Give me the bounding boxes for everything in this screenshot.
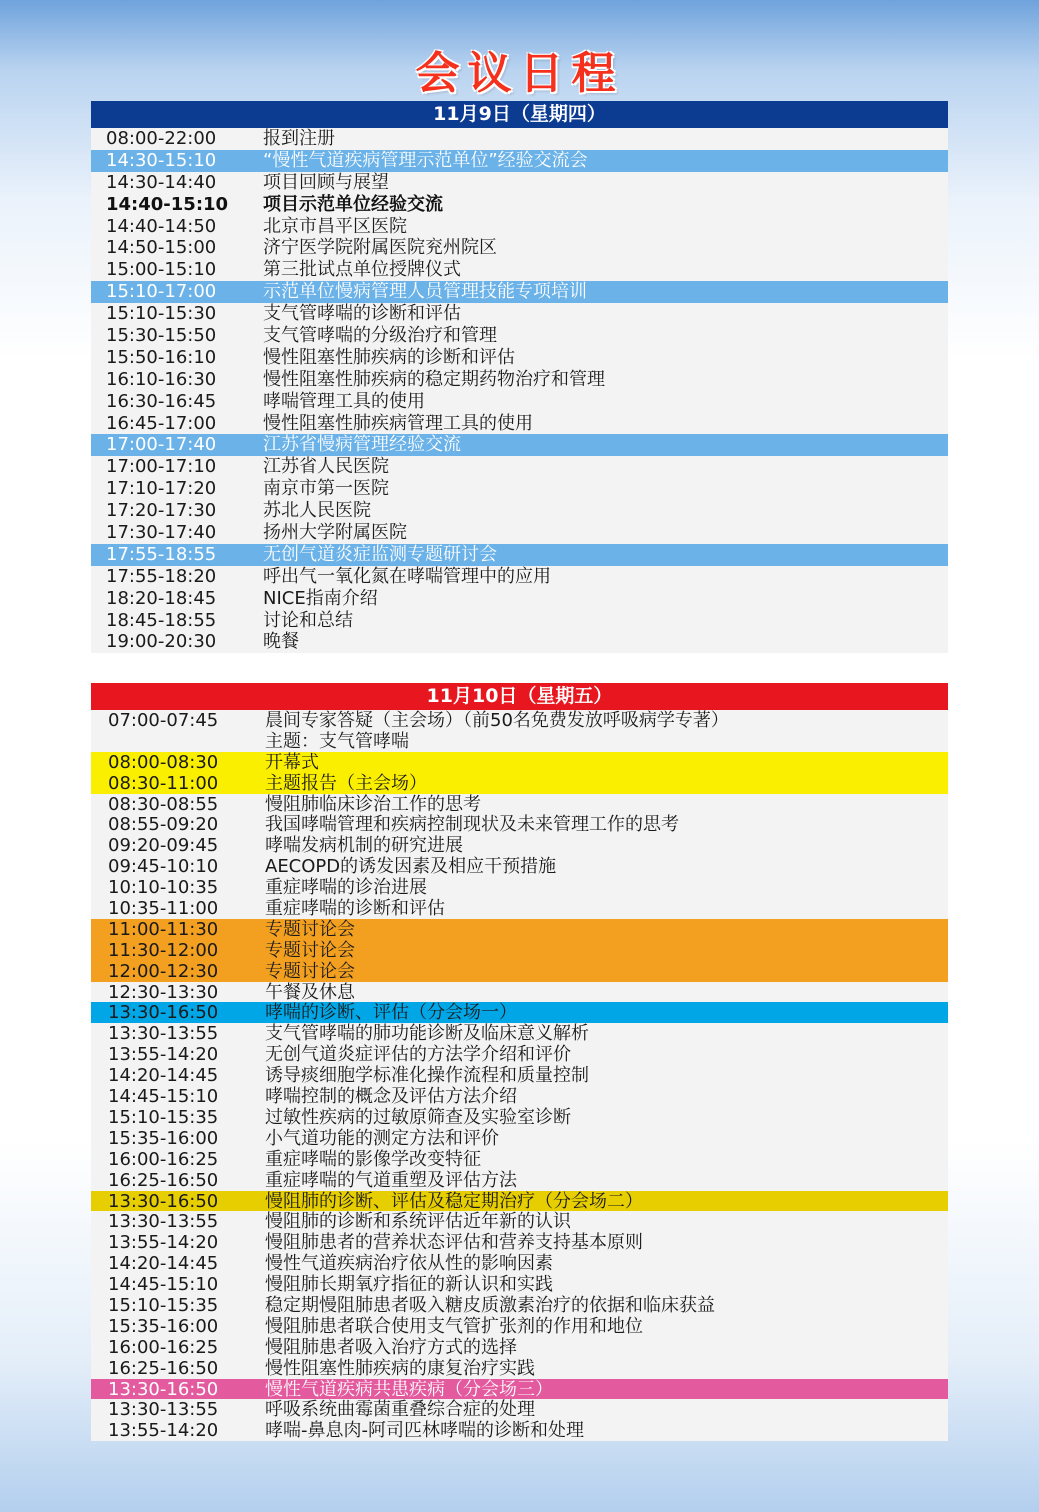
schedule-time: 14:30-15:10 xyxy=(106,149,217,171)
schedule-row xyxy=(91,1399,948,1420)
schedule-row xyxy=(91,1107,948,1128)
schedule-row xyxy=(91,1253,948,1274)
schedule-row xyxy=(91,237,948,259)
schedule-row xyxy=(91,1023,948,1044)
schedule-row xyxy=(91,1316,948,1337)
schedule-item: 哮喘-鼻息肉-阿司匹林哮喘的诊断和处理 xyxy=(265,1420,584,1442)
schedule-time: 14:30-14:40 xyxy=(106,171,217,193)
schedule-item: 苏北人民医院 xyxy=(263,500,371,522)
schedule-row xyxy=(91,566,948,588)
schedule-item: 慢阻肺的诊断和系统评估近年新的认识 xyxy=(265,1211,571,1233)
schedule-row xyxy=(91,369,948,391)
schedule-time: 07:00-07:45 xyxy=(108,710,219,731)
session-header-row xyxy=(91,281,948,303)
schedule-time: 14:45-15:10 xyxy=(108,1086,219,1108)
schedule-row xyxy=(91,1128,948,1149)
schedule-item: 呼吸系统曲霉菌重叠综合症的处理 xyxy=(265,1399,535,1421)
schedule-time: 10:35-11:00 xyxy=(108,898,219,920)
schedule-row xyxy=(91,325,948,347)
schedule-time: 14:40-14:50 xyxy=(106,215,217,237)
schedule-item: 支气管哮喘的肺功能诊断及临床意义解析 xyxy=(265,1023,589,1045)
schedule-item: 专题讨论会 xyxy=(265,918,355,940)
schedule-time: 19:00-20:30 xyxy=(106,631,217,653)
schedule-time: 18:45-18:55 xyxy=(106,609,217,631)
schedule-row xyxy=(91,1274,948,1295)
schedule-time: 10:10-10:35 xyxy=(108,877,219,899)
schedule-time: 18:20-18:45 xyxy=(106,587,217,609)
schedule-row xyxy=(91,391,948,413)
schedule-item: 慢性气道疾病共患疾病（分会场三） xyxy=(265,1378,553,1400)
schedule-time: 17:10-17:20 xyxy=(106,478,217,500)
schedule-time: 14:40-15:10 xyxy=(106,193,229,215)
schedule-time: 15:10-15:35 xyxy=(108,1294,219,1316)
schedule-time: 08:30-11:00 xyxy=(108,772,219,794)
schedule-time: 16:25-16:50 xyxy=(108,1169,219,1191)
day2-header: 11月10日（星期五） xyxy=(91,683,948,710)
schedule-row xyxy=(91,631,948,653)
schedule-time: 13:55-14:20 xyxy=(108,1044,219,1066)
schedule-item: 支气管哮喘的分级治疗和管理 xyxy=(263,325,497,347)
schedule-time: 13:30-16:50 xyxy=(108,1190,219,1212)
schedule-row xyxy=(91,128,948,150)
schedule-item: 稳定期慢阻肺患者吸入糖皮质激素治疗的依据和临床获益 xyxy=(265,1294,715,1316)
schedule-item: 晚餐 xyxy=(263,631,299,653)
session-header-row xyxy=(91,150,948,172)
schedule-row xyxy=(91,303,948,325)
page-title: 会议日程 xyxy=(415,48,624,99)
schedule-item xyxy=(265,710,948,752)
schedule-row xyxy=(91,1232,948,1253)
schedule-item: 慢性阻塞性肺疾病管理工具的使用 xyxy=(263,412,533,434)
schedule-time: 17:00-17:10 xyxy=(106,456,217,478)
schedule-time: 09:45-10:10 xyxy=(108,856,219,878)
schedule-item: 无创气道炎症监测专题研讨会 xyxy=(263,543,497,565)
day2-schedule xyxy=(91,683,948,1445)
schedule-time: 16:00-16:25 xyxy=(108,1148,219,1170)
session-header-row xyxy=(91,961,948,982)
schedule-time: 17:30-17:40 xyxy=(106,522,217,544)
schedule-item: 无创气道炎症评估的方法学介绍和评价 xyxy=(265,1044,571,1066)
schedule-time: 11:00-11:30 xyxy=(108,918,219,940)
schedule-row xyxy=(91,1337,948,1358)
schedule-time: 14:20-14:45 xyxy=(108,1065,219,1087)
schedule-row xyxy=(91,814,948,835)
schedule-time: 17:55-18:20 xyxy=(106,565,217,587)
schedule-item: 示范单位慢病管理人员管理技能专项培训 xyxy=(263,281,587,303)
schedule-item: 重症哮喘的诊治进展 xyxy=(265,877,427,899)
schedule-item: 我国哮喘管理和疾病控制现状及未来管理工作的思考 xyxy=(265,814,679,836)
session-header-row xyxy=(91,940,948,961)
schedule-time: 16:30-16:45 xyxy=(106,390,217,412)
schedule-time: 12:00-12:30 xyxy=(108,960,219,982)
schedule-row xyxy=(91,982,948,1003)
schedule-item: 慢阻肺的诊断、评估及稳定期治疗（分会场二） xyxy=(265,1190,643,1212)
schedule-row xyxy=(91,413,948,435)
schedule-row xyxy=(91,710,948,752)
schedule-item: 慢阻肺患者联合使用支气管扩张剂的作用和地位 xyxy=(265,1315,643,1337)
session-header-row xyxy=(91,919,948,940)
schedule-time: 08:00-08:30 xyxy=(108,751,219,773)
schedule-time: 15:10-15:30 xyxy=(106,303,217,325)
schedule-item: 哮喘管理工具的使用 xyxy=(263,390,425,412)
schedule-time: 14:45-15:10 xyxy=(108,1274,219,1296)
schedule-row xyxy=(91,1211,948,1232)
schedule-time: 17:55-18:55 xyxy=(106,543,217,565)
schedule-time: 16:25-16:50 xyxy=(108,1357,219,1379)
schedule-time: 14:20-14:45 xyxy=(108,1253,219,1275)
schedule-row xyxy=(91,588,948,610)
schedule-row xyxy=(91,1086,948,1107)
schedule-time: 15:10-15:35 xyxy=(108,1106,219,1128)
schedule-row xyxy=(91,172,948,194)
schedule-item: 慢阻肺患者吸入治疗方式的选择 xyxy=(265,1336,517,1358)
schedule-time: 08:00-22:00 xyxy=(106,128,217,149)
schedule-row xyxy=(91,522,948,544)
schedule-item: 慢性阻塞性肺疾病的稳定期药物治疗和管理 xyxy=(263,368,605,390)
schedule-row xyxy=(91,877,948,898)
day2-rows xyxy=(91,710,948,1441)
schedule-item: NICE指南介绍 xyxy=(263,587,378,609)
schedule-item: 扬州大学附属医院 xyxy=(263,522,407,544)
day1-schedule xyxy=(91,101,948,658)
schedule-time: 15:50-16:10 xyxy=(106,346,217,368)
schedule-item: 项目示范单位经验交流 xyxy=(263,193,443,215)
schedule-row xyxy=(91,1044,948,1065)
schedule-item: 济宁医学院附属医院兖州院区 xyxy=(263,237,497,259)
schedule-row xyxy=(91,478,948,500)
schedule-time: 13:30-13:55 xyxy=(108,1211,219,1233)
schedule-time: 13:30-16:50 xyxy=(108,1378,219,1400)
schedule-item: 专题讨论会 xyxy=(265,960,355,982)
schedule-time: 15:00-15:10 xyxy=(106,259,217,281)
schedule-time: 13:55-14:20 xyxy=(108,1420,219,1442)
schedule-time: 14:50-15:00 xyxy=(106,237,217,259)
schedule-item: 重症哮喘的诊断和评估 xyxy=(265,898,445,920)
schedule-time: 15:30-15:50 xyxy=(106,325,217,347)
schedule-row xyxy=(91,216,948,238)
schedule-item: 重症哮喘的影像学改变特征 xyxy=(265,1148,481,1170)
session-header-row xyxy=(91,1002,948,1023)
schedule-row xyxy=(91,1358,948,1379)
schedule-row xyxy=(91,259,948,281)
day1-header: 11月9日（星期四） xyxy=(91,101,948,128)
schedule-item: 北京市昌平区医院 xyxy=(263,215,407,237)
schedule-row xyxy=(91,610,948,632)
schedule-item: AECOPD的诱发因素及相应干预措施 xyxy=(265,856,557,878)
session-header-row xyxy=(91,434,948,456)
schedule-item: 慢阻肺临床诊治工作的思考 xyxy=(265,793,481,815)
schedule-item: “慢性气道疾病管理示范单位”经验交流会 xyxy=(263,149,588,171)
schedule-row xyxy=(91,1295,948,1316)
schedule-item: 讨论和总结 xyxy=(263,609,353,631)
schedule-time: 13:55-14:20 xyxy=(108,1232,219,1254)
day1-rows xyxy=(91,128,948,653)
schedule-time: 15:35-16:00 xyxy=(108,1315,219,1337)
schedule-item: 江苏省慢病管理经验交流 xyxy=(263,434,461,456)
schedule-row xyxy=(91,194,948,216)
session-header-row xyxy=(91,1191,948,1212)
schedule-row xyxy=(91,1149,948,1170)
schedule-time: 13:30-16:50 xyxy=(108,1002,219,1024)
schedule-row xyxy=(91,456,948,478)
schedule-item: 慢性阻塞性肺疾病的诊断和评估 xyxy=(263,346,515,368)
schedule-row xyxy=(91,1065,948,1086)
schedule-item: 慢性阻塞性肺疾病的康复治疗实践 xyxy=(265,1357,535,1379)
schedule-time: 16:10-16:30 xyxy=(106,368,217,390)
schedule-time: 17:20-17:30 xyxy=(106,500,217,522)
schedule-item: 主题报告（主会场） xyxy=(265,772,427,794)
schedule-item: 诱导痰细胞学标准化操作流程和质量控制 xyxy=(265,1065,589,1087)
schedule-item: 开幕式 xyxy=(265,751,319,773)
schedule-time: 11:30-12:00 xyxy=(108,939,219,961)
schedule-row xyxy=(91,347,948,369)
schedule-item: 哮喘控制的概念及评估方法介绍 xyxy=(265,1086,517,1108)
schedule-item: 慢性气道疾病治疗依从性的影响因素 xyxy=(265,1253,553,1275)
schedule-row xyxy=(91,1170,948,1191)
schedule-time: 16:00-16:25 xyxy=(108,1336,219,1358)
schedule-item-line: 主题：支气管哮喘 xyxy=(265,731,409,752)
schedule-item: 支气管哮喘的诊断和评估 xyxy=(263,303,461,325)
schedule-time: 15:10-17:00 xyxy=(106,281,217,303)
schedule-row xyxy=(91,1420,948,1441)
schedule-item: 慢阻肺长期氧疗指征的新认识和实践 xyxy=(265,1274,553,1296)
schedule-item: 哮喘发病机制的研究进展 xyxy=(265,835,463,857)
schedule-item: 慢阻肺患者的营养状态评估和营养支持基本原则 xyxy=(265,1232,643,1254)
schedule-time: 08:30-08:55 xyxy=(108,793,219,815)
session-header-row xyxy=(91,752,948,773)
schedule-item: 哮喘的诊断、评估（分会场一） xyxy=(265,1002,517,1024)
schedule-row xyxy=(91,898,948,919)
schedule-item: 报到注册 xyxy=(263,128,335,149)
session-header-row xyxy=(91,544,948,566)
schedule-item: 重症哮喘的气道重塑及评估方法 xyxy=(265,1169,517,1191)
schedule-item: 小气道功能的测定方法和评价 xyxy=(265,1127,499,1149)
schedule-row xyxy=(91,794,948,815)
schedule-item: 过敏性疾病的过敏原筛查及实验室诊断 xyxy=(265,1106,571,1128)
schedule-row xyxy=(91,500,948,522)
schedule-time: 13:30-13:55 xyxy=(108,1023,219,1045)
schedule-time: 13:30-13:55 xyxy=(108,1399,219,1421)
schedule-time: 12:30-13:30 xyxy=(108,981,219,1003)
schedule-item: 项目回顾与展望 xyxy=(263,171,389,193)
schedule-time: 17:00-17:40 xyxy=(106,434,217,456)
schedule-time: 16:45-17:00 xyxy=(106,412,217,434)
schedule-time: 09:20-09:45 xyxy=(108,835,219,857)
schedule-item: 午餐及休息 xyxy=(265,981,355,1003)
session-header-row xyxy=(91,1379,948,1400)
schedule-item: 南京市第一医院 xyxy=(263,478,389,500)
schedule-time: 15:35-16:00 xyxy=(108,1127,219,1149)
schedule-item: 专题讨论会 xyxy=(265,939,355,961)
schedule-row xyxy=(91,835,948,856)
schedule-item-line: 晨间专家答疑（主会场）（前50名免费发放呼吸病学专著） xyxy=(265,710,729,731)
schedule-time: 08:55-09:20 xyxy=(108,814,219,836)
session-header-row xyxy=(91,773,948,794)
schedule-item: 呼出气一氧化氮在哮喘管理中的应用 xyxy=(263,565,551,587)
schedule-item: 第三批试点单位授牌仪式 xyxy=(263,259,461,281)
schedule-row xyxy=(91,856,948,877)
schedule-item: 江苏省人民医院 xyxy=(263,456,389,478)
